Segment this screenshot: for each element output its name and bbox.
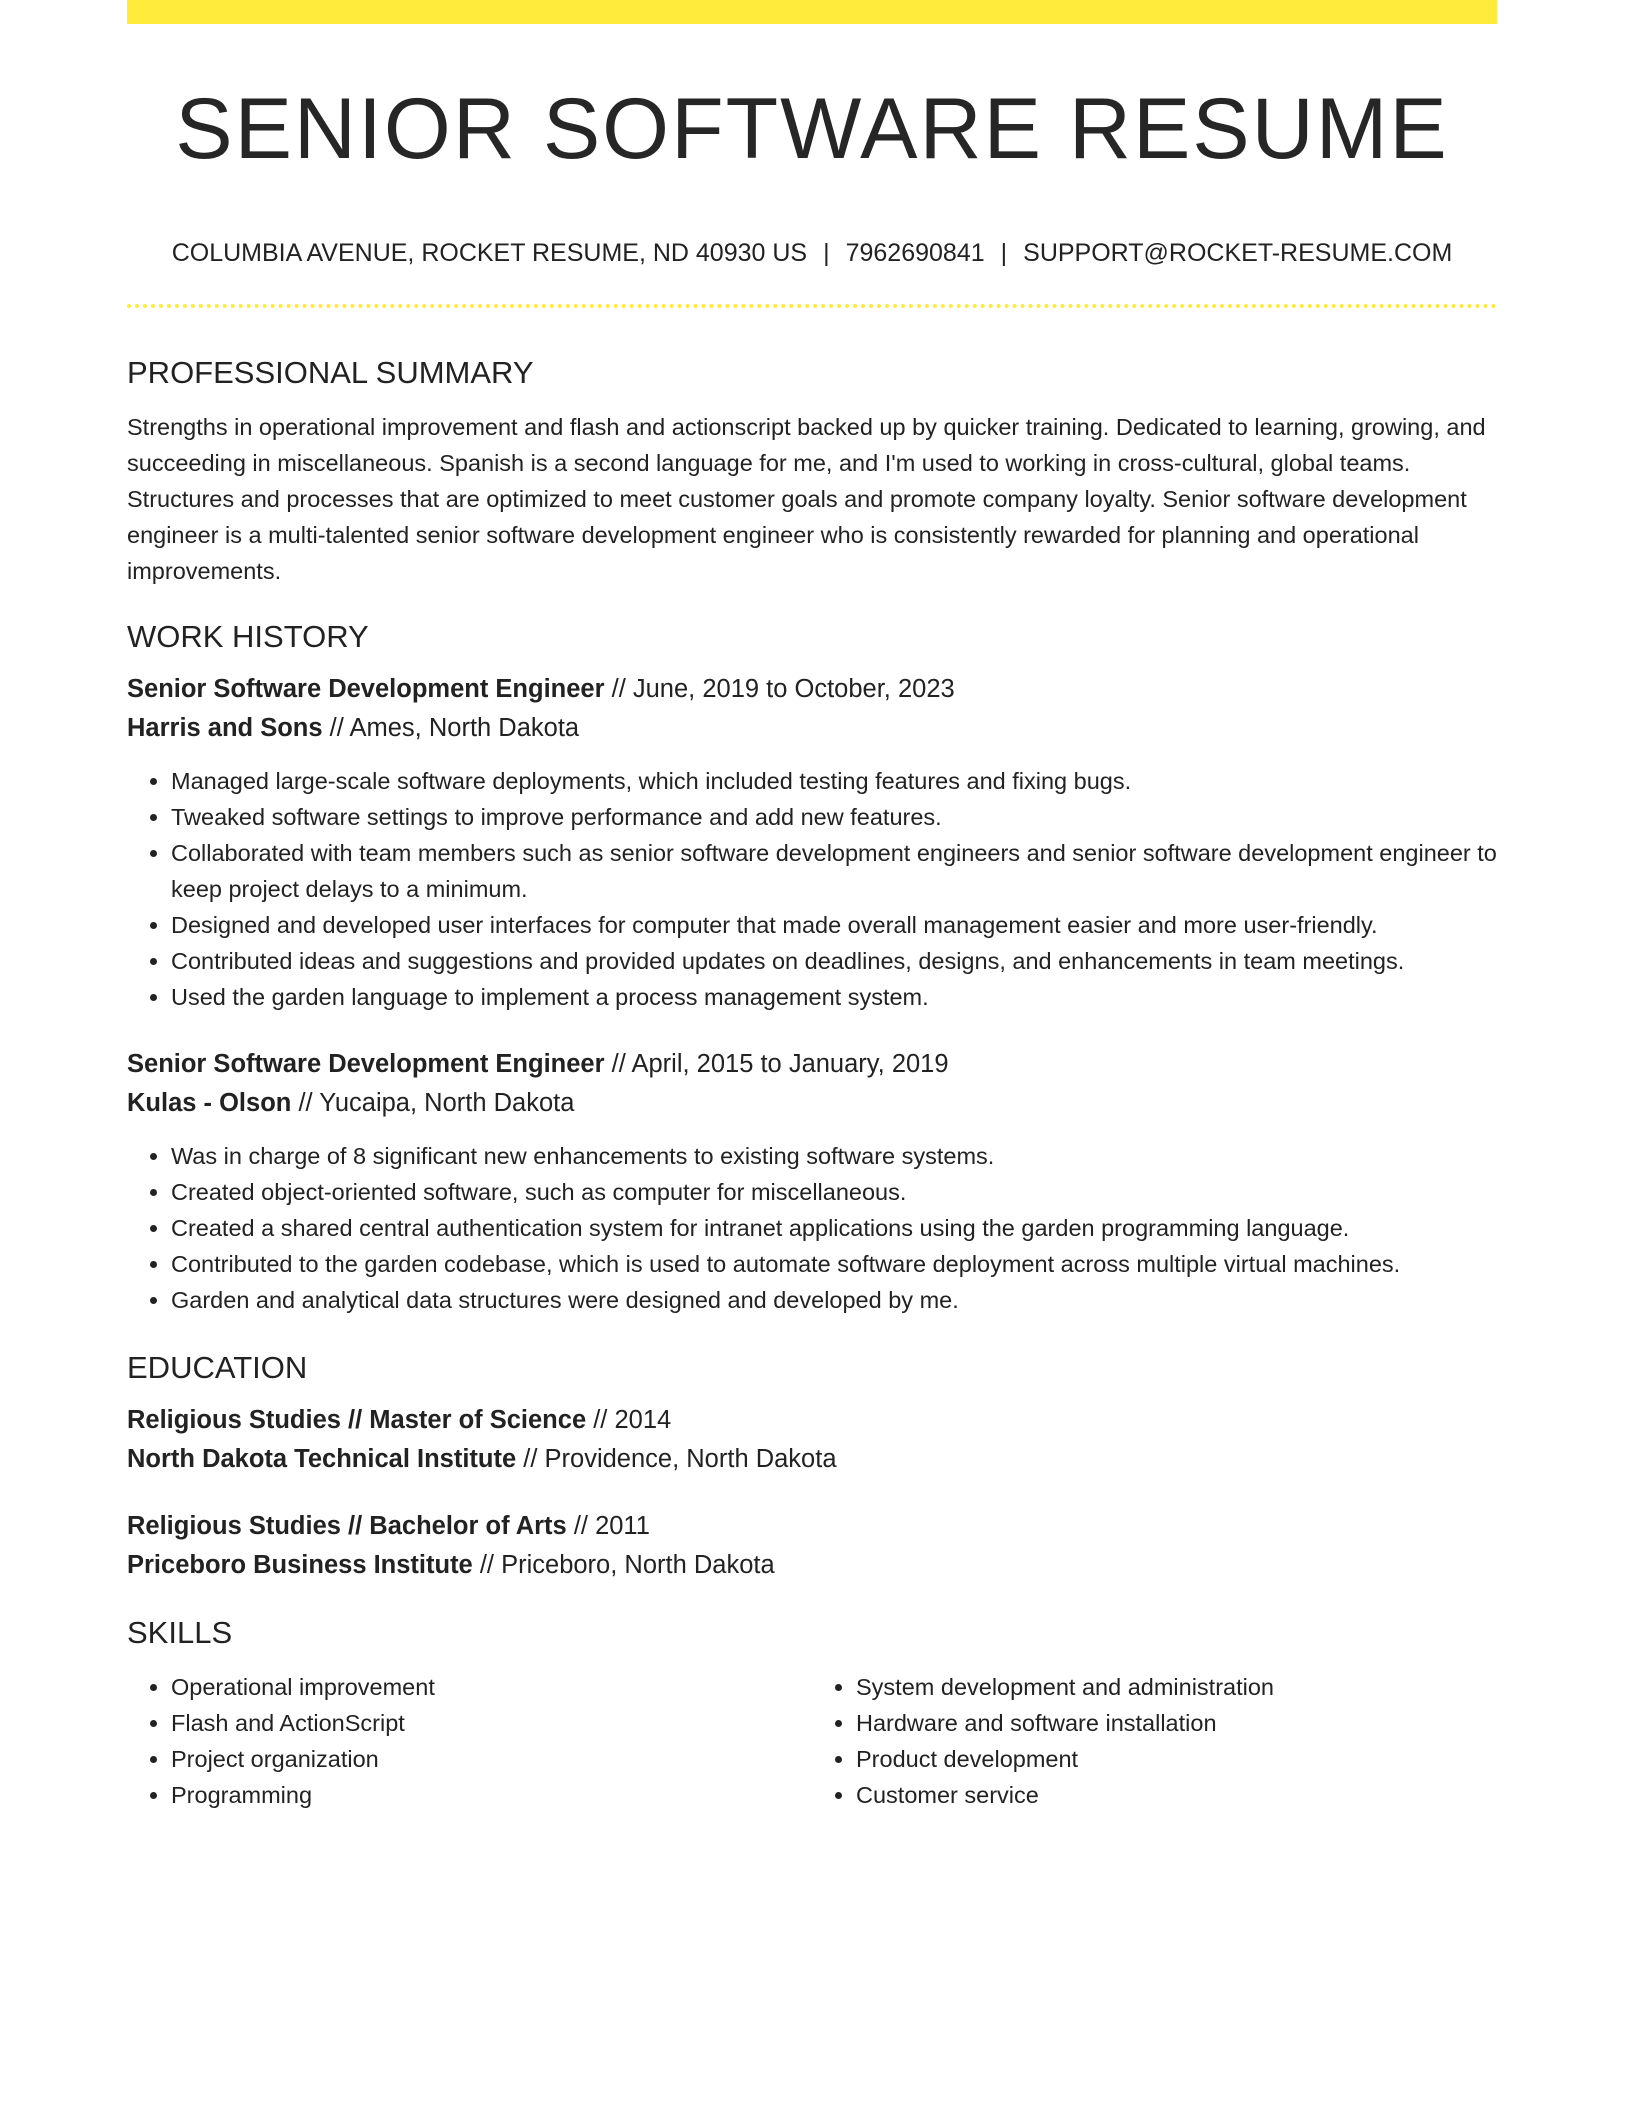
skill-item: • Programming [171,1777,812,1813]
school: North Dakota Technical Institute [127,1444,517,1473]
school-line [127,1444,1497,1476]
contact-separator: | [1000,239,1008,267]
job-entry [127,674,1497,1015]
resume-page [127,0,1497,1813]
job-bullets [127,1138,1497,1318]
contact-separator: | [823,239,830,267]
contact-email: SUPPORT@ROCKET-RESUME.COM [1023,239,1453,267]
job-title: Senior Software Development Engineer [127,1050,605,1079]
education-entry [127,1405,1497,1476]
degree-year: // 2011 [573,1511,650,1540]
education-heading: EDUCATION [127,1349,308,1385]
skill-item: • System development and administration [856,1669,1497,1705]
job-dates: // April, 2015 to January, 2019 [611,1050,949,1079]
job-company-line [127,713,1497,745]
job-bullet: • Contributed to the garden codebase, which is used to automate software deployment across multiple virtual machines. [171,1246,1497,1282]
job-entry [127,1049,1497,1318]
school-line [127,1550,1497,1582]
job-company: Kulas - Olson [127,1089,292,1117]
job-bullet: • Designed and developed user interfaces for computer that made overall management easier and more user-friendly. [171,907,1497,943]
job-dates: // June, 2019 to October, 2023 [611,675,955,704]
job-company: Harris and Sons [127,714,323,743]
job-title-line [127,674,1497,706]
education-entry [127,1511,1497,1582]
job-company-line [127,1088,1497,1120]
skills-heading: SKILLS [127,1614,233,1650]
job-location: // Yucaipa, North Dakota [298,1089,575,1117]
job-bullet: • Collaborated with team members such as senior software development engineers and senior software development engineer to keep project delays to a minimum. [171,835,1497,907]
job-title: Senior Software Development Engineer [127,675,605,704]
job-bullet: • Used the garden language to implement a process management system. [171,979,1497,1015]
skill-item: • Customer service [856,1777,1497,1813]
skill-item: • Project organization [171,1741,812,1777]
degree-line [127,1405,1497,1437]
skill-item: • Product development [856,1741,1497,1777]
summary-text: Strengths in operational improvement and flash and actionscript backed up by quicker training. Dedicated to learning, growing, and succeeding in miscellaneous. Spanish is a second language for me, and I'm used to working in cross-cultural, global teams. Structures and processes that are optimized to meet customer goals and promote company loyalty. Senior software development engineer is a multi-talented senior software development engineer who is consistently rewarded for planning and operational improvements. [127,414,1486,585]
job-bullet: • Garden and analytical data structures were designed and developed by me. [171,1282,1497,1318]
degree: Religious Studies // Master of Science [127,1406,587,1435]
job-bullet: • Created a shared central authentication system for intranet applications using the garden programming language. [171,1210,1497,1246]
resume-title: SENIOR SOFTWARE RESUME [175,81,1449,177]
school-location: // Priceboro, North Dakota [479,1550,775,1579]
skill-item: • Flash and ActionScript [171,1705,812,1741]
degree: Religious Studies // Bachelor of Arts [127,1511,567,1540]
accent-bar [127,0,1497,24]
job-bullet: • Contributed ideas and suggestions and provided updates on deadlines, designs, and enhancements in team meetings. [171,943,1497,979]
skills-column-right [812,1669,1497,1813]
work-history-heading: WORK HISTORY [127,619,369,655]
job-bullets [127,763,1497,1015]
degree-year: // 2014 [593,1406,672,1435]
contact-address: COLUMBIA AVENUE, ROCKET RESUME, ND 40930 US [171,239,808,267]
job-location: // Ames, North Dakota [329,714,580,743]
job-bullet: • Created object-oriented software, such as computer for miscellaneous. [171,1174,1497,1210]
job-bullet: • Managed large-scale software deployments, which included testing features and fixing bugs. [171,763,1497,799]
school: Priceboro Business Institute [127,1550,473,1579]
contact-phone: 7962690841 [845,239,985,267]
contact-line [127,238,1497,268]
school-location: // Providence, North Dakota [523,1444,837,1473]
job-title-line [127,1049,1497,1081]
job-bullet: • Tweaked software settings to improve performance and add new features. [171,799,1497,835]
job-bullet: • Was in charge of 8 significant new enhancements to existing software systems. [171,1138,1497,1174]
degree-line [127,1511,1497,1543]
summary-heading: PROFESSIONAL SUMMARY [127,355,534,390]
skill-item: • Operational improvement [171,1669,812,1705]
dotted-divider [127,304,1497,308]
skills-list [127,1669,1497,1813]
skills-column-left [127,1669,812,1813]
skill-item: • Hardware and software installation [856,1705,1497,1741]
